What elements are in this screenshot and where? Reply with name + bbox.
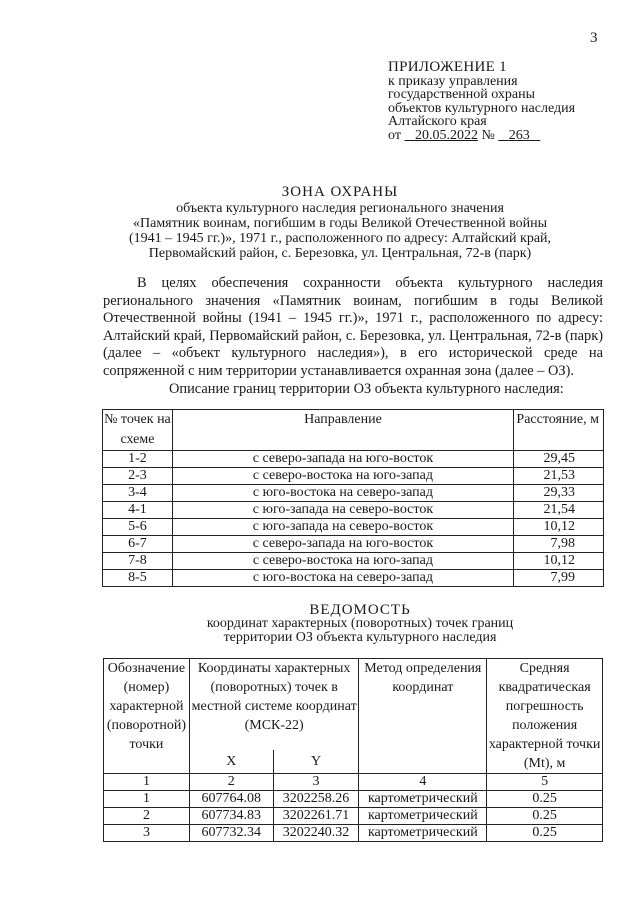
cell-points: 6-7	[103, 536, 173, 553]
order-number: 263	[508, 127, 530, 143]
header-distance: Расстояние, м	[514, 410, 604, 451]
cell-points: 4-1	[103, 502, 173, 519]
header-designation: Обозначение (номер) характерной (поворотной) точки	[104, 659, 190, 774]
appendix-block	[388, 61, 628, 142]
from-label: от	[388, 127, 401, 143]
table-row	[104, 808, 603, 825]
table-row	[103, 536, 604, 553]
table-row	[103, 502, 604, 519]
cell-points: 3-4	[103, 485, 173, 502]
table-row	[103, 485, 604, 502]
cell-points: 2-3	[103, 468, 173, 485]
column-number-row	[104, 774, 603, 791]
table-row	[103, 519, 604, 536]
header-error: Средняя квадратическая погрешность положения характерной точки (Mt), м	[487, 659, 603, 774]
cell-x: 607764.08	[189, 791, 273, 808]
table-row	[103, 468, 604, 485]
cell-method: картометрический	[359, 791, 487, 808]
zone-line-2: «Памятник воинам, погибшим в годы Великой Отечественной войны	[133, 216, 547, 231]
appendix-line-2: государственной охраны	[388, 87, 536, 102]
cell-points: 5-6	[103, 519, 173, 536]
header-method: Метод определения координат	[359, 659, 487, 774]
cell-x: 607732.34	[189, 825, 273, 842]
zone-line-4: Первомайский район, с. Березовка, ул. Центральная, 72-в (парк)	[148, 246, 532, 261]
table-row	[104, 791, 603, 808]
cell-direction: с юго-запада на северо-восток	[172, 502, 513, 519]
cell-point-number: 1	[104, 791, 190, 808]
cell-point-number: 3	[104, 825, 190, 842]
cell-direction: с северо-востока на юго-запад	[172, 468, 513, 485]
cell-distance: 29,33	[514, 485, 604, 502]
coord-header-row	[104, 659, 603, 751]
cell-x: 607734.83	[189, 808, 273, 825]
cell-points: 7-8	[103, 553, 173, 570]
cell-method: картометрический	[359, 808, 487, 825]
main-paragraph: В целях обеспечения сохранности объекта культурного наследия регионального значения «Памятник воинам, погибшим в годы Великой Отечественной войны (1941 – 1945 гг.)», 1971 г., расположенного по адресу: Алтайский край, Первомайский район, с. Березовка, ул. Центральная, 72-в (парк) (далее – «объект культурного наследия»), в его исторической среде на сопряженной с ним территории устанавливается охранная зона (далее – ОЗ).	[103, 275, 603, 379]
table-row	[103, 451, 604, 468]
cell-direction: с юго-востока на северо-запад	[172, 485, 513, 502]
cell-y: 3202261.71	[273, 808, 359, 825]
table-row	[103, 570, 604, 587]
column-number: 5	[487, 774, 603, 791]
boundary-table	[102, 409, 604, 587]
number-label: №	[481, 127, 495, 143]
cell-mt: 0.25	[487, 808, 603, 825]
appendix-line-3: объектов культурного наследия	[388, 100, 576, 116]
cell-method: картометрический	[359, 825, 487, 842]
cell-distance: 21,54	[514, 502, 604, 519]
table-row	[104, 825, 603, 842]
header-y: Y	[273, 750, 359, 773]
column-number: 4	[359, 774, 487, 791]
appendix-line-4: Алтайского края	[388, 114, 487, 129]
cell-distance: 29,45	[514, 451, 604, 468]
cell-direction: с юго-запада на северо-восток	[172, 519, 513, 536]
cell-mt: 0.25	[487, 825, 603, 842]
cell-distance: 10,12	[514, 553, 604, 570]
column-number: 3	[273, 774, 359, 791]
cell-mt: 0.25	[487, 791, 603, 808]
column-number: 2	[189, 774, 273, 791]
vedomost-heading	[80, 603, 640, 645]
vedomost-line-2: территории ОЗ объекта культурного наследия	[223, 630, 497, 645]
coordinates-table	[103, 658, 603, 842]
vedomost-title: ВЕДОМОСТЬ	[309, 602, 411, 618]
cell-distance: 21,53	[514, 468, 604, 485]
order-date: 20.05.2022	[414, 127, 478, 143]
zone-line-1: объекта культурного наследия регионального значения	[176, 201, 504, 216]
appendix-title: ПРИЛОЖЕНИЕ 1	[388, 59, 507, 75]
zone-title: ЗОНА ОХРАНЫ	[281, 184, 399, 200]
appendix-date-line	[388, 129, 628, 143]
cell-points: 8-5	[103, 570, 173, 587]
header-direction: Направление	[172, 410, 513, 451]
column-number: 1	[104, 774, 190, 791]
vedomost-line-1: координат характерных (поворотных) точек границ	[206, 616, 514, 631]
boundary-caption: Описание границ территории ОЗ объекта культурного наследия:	[169, 380, 564, 397]
header-x: X	[189, 750, 273, 773]
cell-points: 1-2	[103, 451, 173, 468]
cell-point-number: 2	[104, 808, 190, 825]
cell-distance: 10,12	[514, 519, 604, 536]
header-coordinates: Координаты характерных (поворотных) точек в местной системе координат (МСК-22)	[189, 659, 359, 751]
header-points: № точек на схеме	[103, 410, 173, 451]
cell-y: 3202258.26	[273, 791, 359, 808]
cell-direction: с северо-запада на юго-восток	[172, 536, 513, 553]
cell-distance: 7,99	[514, 570, 604, 587]
cell-y: 3202240.32	[273, 825, 359, 842]
zone-line-3: (1941 – 1945 гг.)», 1971 г., расположенного по адресу: Алтайский край,	[128, 231, 552, 246]
cell-direction: с северо-востока на юго-запад	[172, 553, 513, 570]
appendix-line-1: к приказу управления	[388, 73, 518, 89]
table-row	[103, 553, 604, 570]
cell-direction: с юго-востока на северо-запад	[172, 570, 513, 587]
boundary-header-row	[103, 410, 604, 451]
zone-heading	[80, 185, 600, 261]
cell-distance: 7,98	[514, 536, 604, 553]
cell-direction: с северо-запада на юго-восток	[172, 451, 513, 468]
body-text	[103, 275, 603, 398]
page-number: 3	[590, 30, 598, 46]
